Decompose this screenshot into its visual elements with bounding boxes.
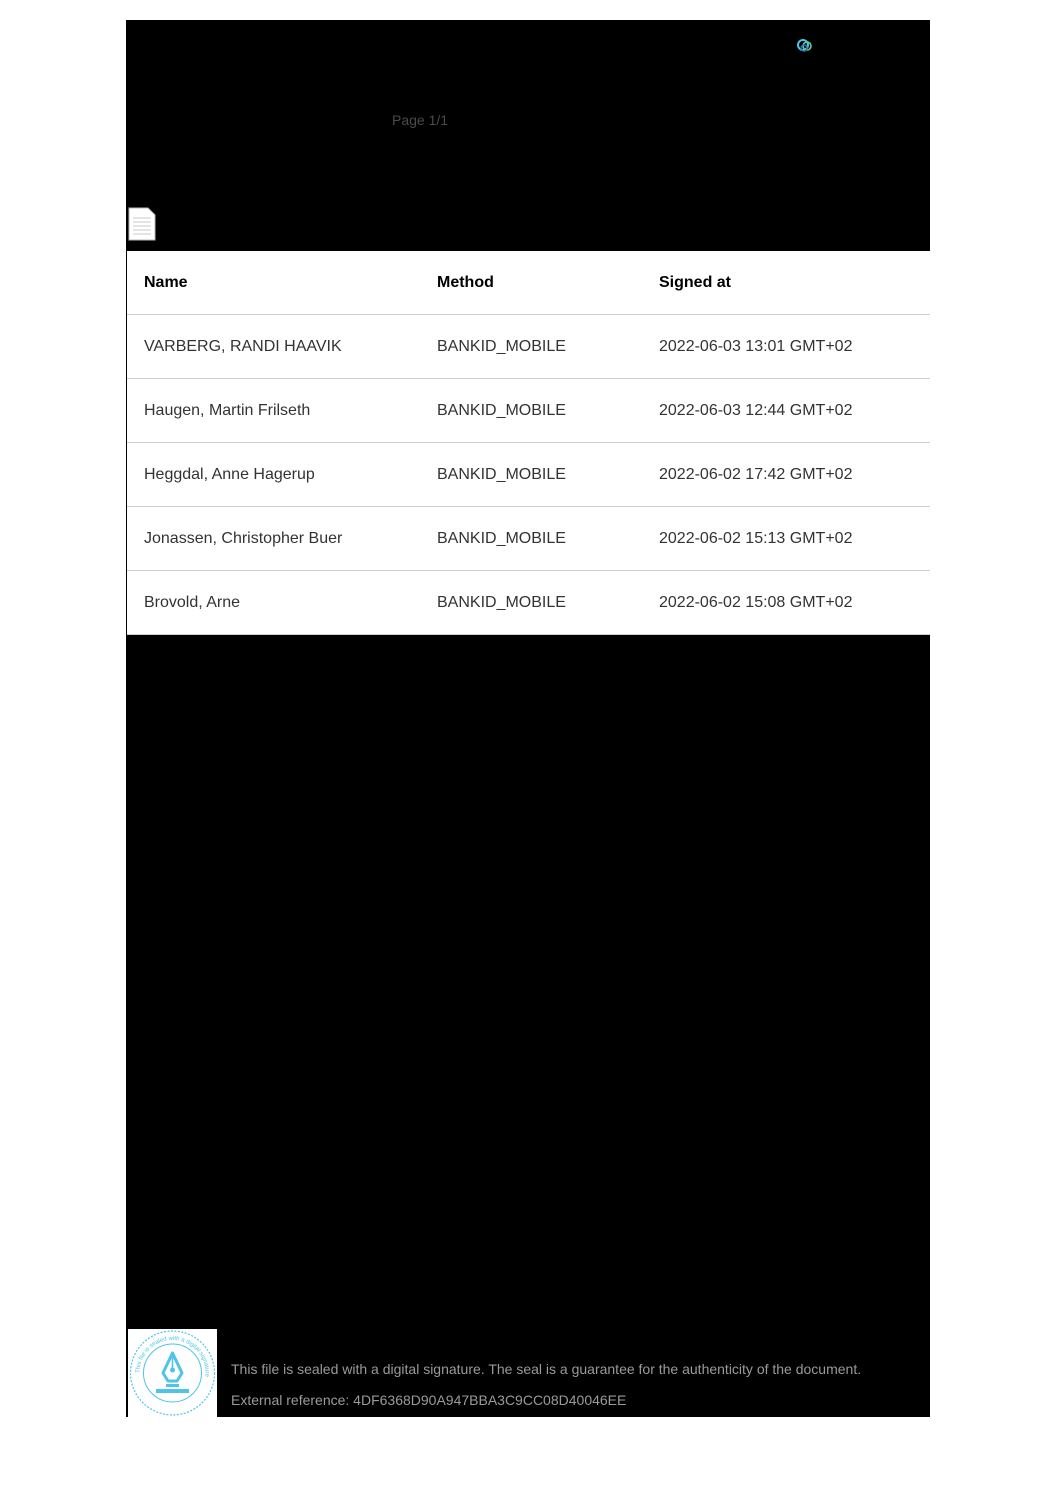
table-row	[127, 443, 930, 507]
signed-at: 2022-06-02 15:13 GMT+02	[659, 529, 853, 547]
document-icon	[128, 207, 156, 241]
signed-at: 2022-06-02 15:08 GMT+02	[659, 593, 853, 611]
column-header-signed-at: Signed at	[659, 273, 732, 291]
signer-name: Brovold, Arne	[144, 593, 241, 611]
table-row	[127, 571, 930, 635]
signing-method: BANKID_MOBILE	[437, 337, 566, 355]
signing-method: BANKID_MOBILE	[437, 465, 566, 483]
signing-method: BANKID_MOBILE	[437, 529, 566, 547]
signed-at: 2022-06-02 17:42 GMT+02	[659, 465, 853, 483]
table-row	[127, 379, 930, 443]
signing-method: BANKID_MOBILE	[437, 401, 566, 419]
signer-name: VARBERG, RANDI HAAVIK	[144, 337, 342, 355]
signatures-table	[127, 251, 930, 635]
signed-at: 2022-06-03 12:44 GMT+02	[659, 401, 853, 419]
seal-statement: This file is sealed with a digital signature. The seal is a guarantee for the authenticity of the document.	[231, 1361, 862, 1377]
column-header-name: Name	[144, 273, 188, 291]
signed-at: 2022-06-03 13:01 GMT+02	[659, 337, 853, 355]
seal-footer	[126, 1329, 930, 1417]
table-header-row	[127, 251, 930, 315]
document-page	[126, 20, 930, 1417]
table-row	[127, 315, 930, 379]
table-row	[127, 507, 930, 571]
signer-name: Jonassen, Christopher Buer	[144, 529, 343, 547]
page-indicator: Page 1/1	[392, 112, 449, 128]
signer-name: Haugen, Martin Frilseth	[144, 401, 311, 419]
logo-icon	[795, 37, 815, 55]
page-header	[126, 20, 930, 251]
signer-name: Heggdal, Anne Hagerup	[144, 465, 315, 483]
seal-pen-icon	[128, 1329, 217, 1417]
column-header-method: Method	[437, 273, 494, 291]
external-reference: External reference: 4DF6368D90A947BBA3C9CC08D40046EE	[231, 1392, 627, 1408]
signing-method: BANKID_MOBILE	[437, 593, 566, 611]
seal-ring-text: This file is sealed with a digital signature	[135, 1335, 210, 1378]
